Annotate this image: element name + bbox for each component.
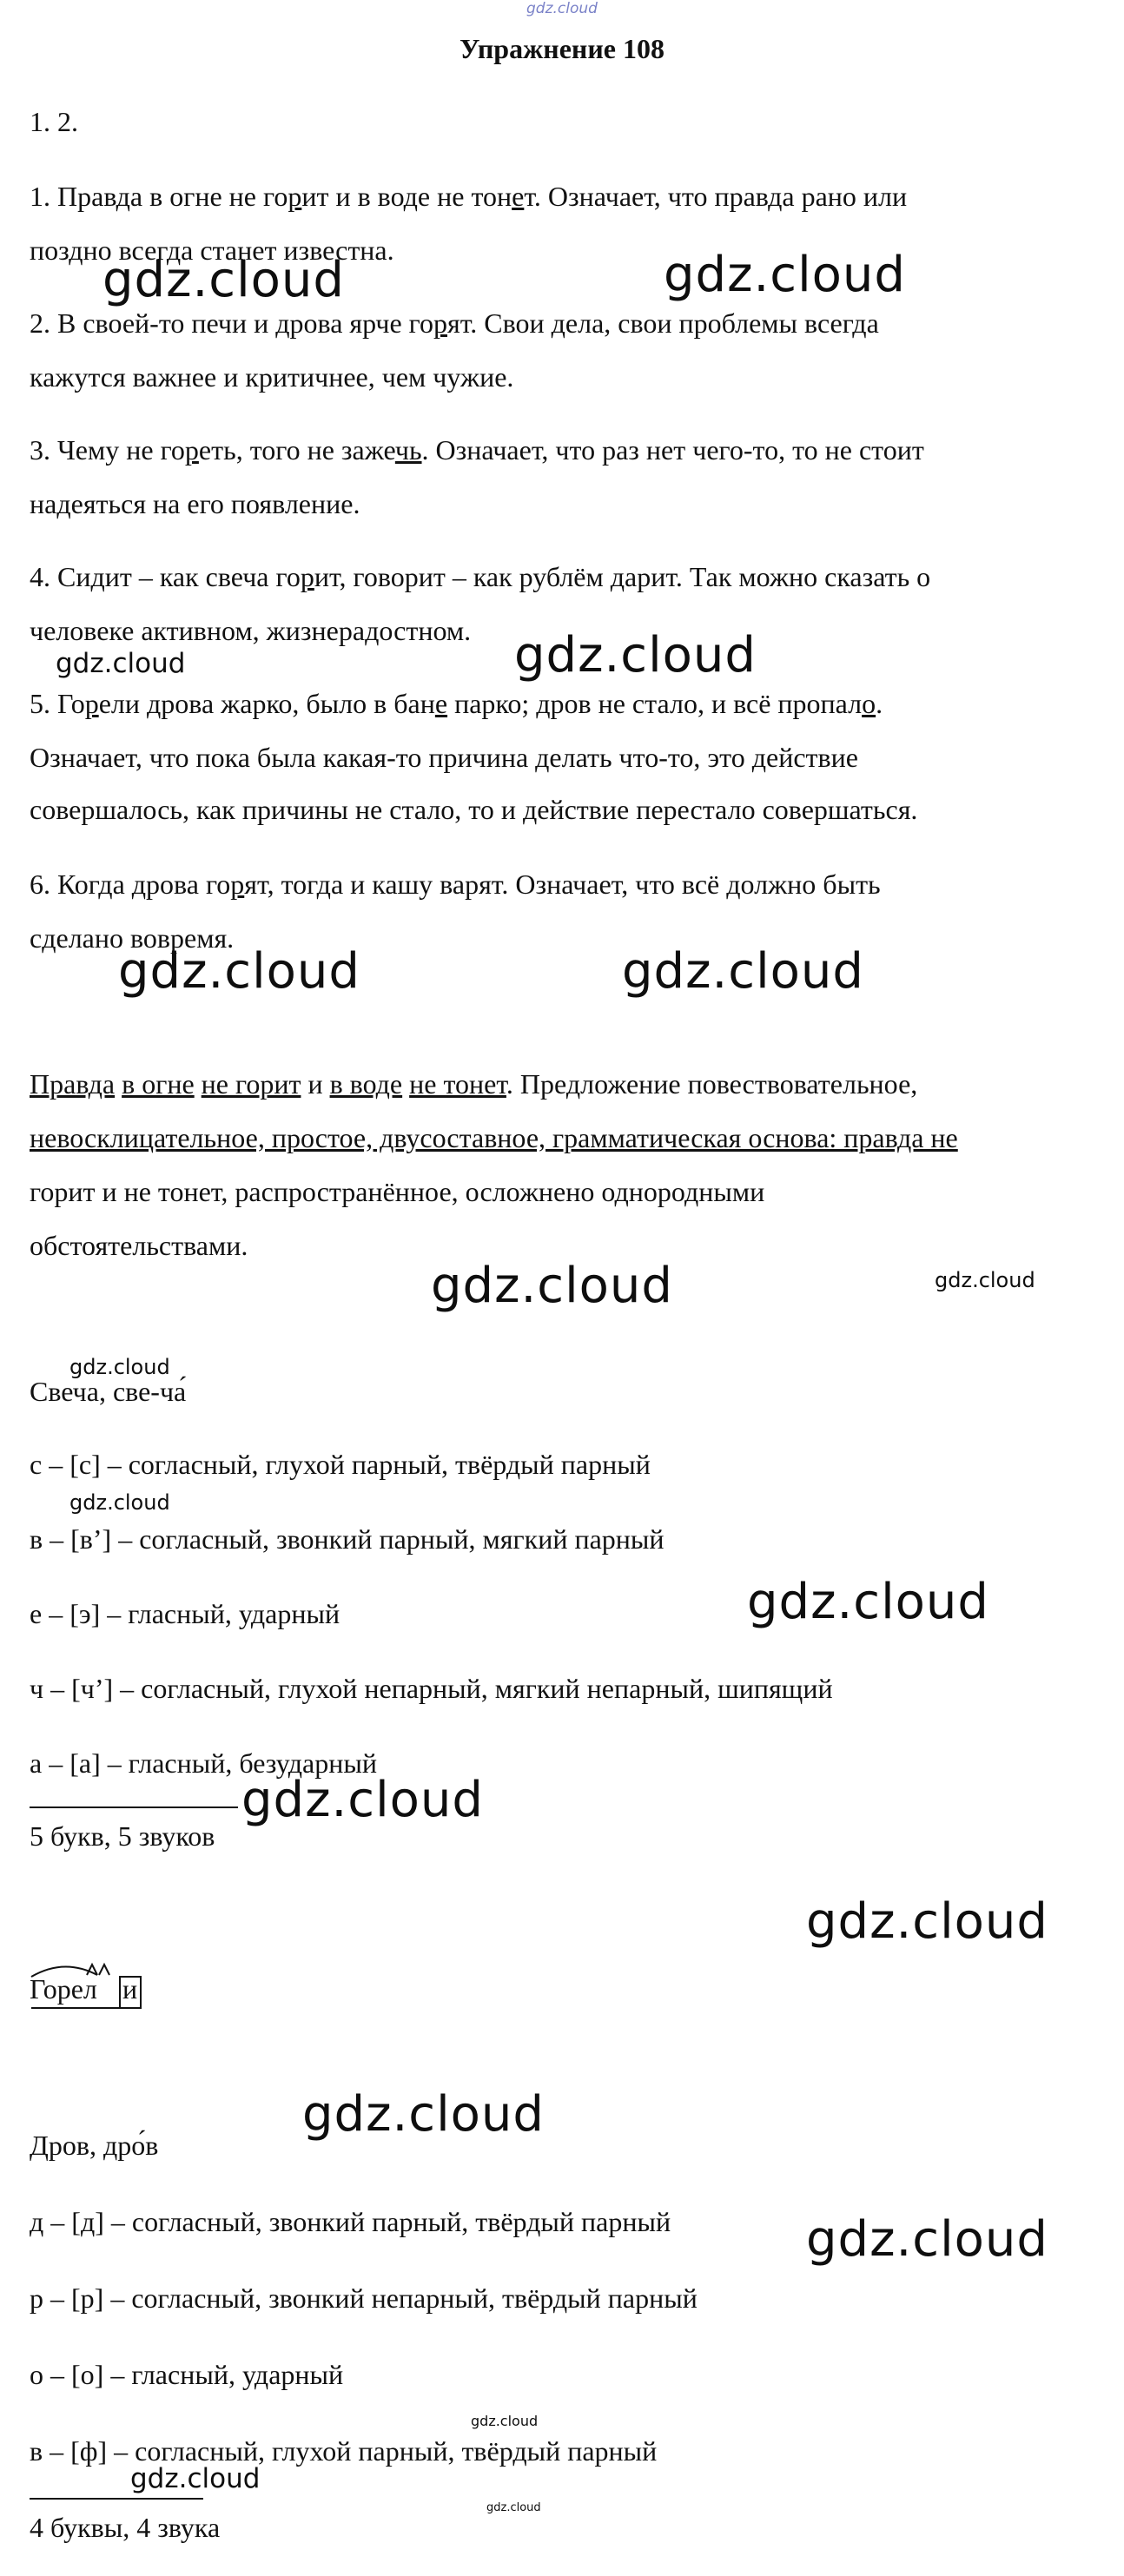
phonetic-1-row: ч – [ч’] – согласный, глухой непарный, мягкий непарный, шипящий xyxy=(30,1673,833,1704)
watermark: gdz.cloud xyxy=(69,1490,170,1515)
proverb-5-line-2: Означает, что пока была какая-то причина делать что-то, это действие xyxy=(30,742,858,773)
proverb-2-line-1: 2. В своей-то печи и дрова ярче горят. Свои дела, свои проблемы всегда xyxy=(30,307,879,339)
watermark: gdz.cloud xyxy=(935,1268,1035,1292)
analysis-line-4: обстоятельствами. xyxy=(30,1230,248,1261)
proverb-3-line-1: 3. Чему не гореть, того не зажечь. Означает, что раз нет чего-то, то не стоит xyxy=(30,434,924,466)
phonetic-1-row: с – [с] – согласный, глухой парный, твёрдый парный xyxy=(30,1449,651,1480)
watermark: gdz.cloud xyxy=(806,2211,1048,2268)
analysis-line-1: Правда в огне не горит и в воде не тонет. Предложение повествовательное, xyxy=(30,1068,918,1100)
proverb-4-line-2: человеке активном, жизнерадостном. xyxy=(30,615,472,646)
watermark: gdz.cloud xyxy=(622,943,864,1000)
phonetic-1-summary: 5 букв, 5 звуков xyxy=(30,1820,215,1852)
watermark: gdz.cloud xyxy=(664,247,906,303)
watermark: gdz.cloud xyxy=(486,2501,541,2514)
analysis-line-2: невосклицательное, простое, двусоставное, грамматическая основа: правда не xyxy=(30,1122,958,1153)
proverb-2-line-2: кажутся важнее и критичнее, чем чужие. xyxy=(30,361,514,393)
phonetic-2-row: р – [р] – согласный, звонкий непарный, твёрдый парный xyxy=(30,2282,698,2314)
phonetic-2-row: о – [о] – гласный, ударный xyxy=(30,2359,344,2390)
watermark: gdz.cloud xyxy=(431,1258,673,1314)
watermark: gdz.cloud xyxy=(806,1893,1048,1950)
watermark: gdz.cloud xyxy=(102,252,345,308)
proverb-3-line-2: надеяться на его появление. xyxy=(30,488,360,519)
proverb-1-line-1: 1. Правда в огне не горит и в воде не тонет. Означает, что правда рано или xyxy=(30,181,908,212)
watermark: gdz.cloud xyxy=(471,2413,539,2429)
divider xyxy=(30,2498,203,2500)
phonetic-1-row: а – [а] – гласный, безударный xyxy=(30,1747,377,1779)
phonetic-2-row: в – [ф] – согласный, глухой парный, твёрдый парный xyxy=(30,2435,658,2467)
morpheme-ending: и xyxy=(122,1973,138,2005)
morpheme-stem: Горел xyxy=(30,1973,97,2005)
page-title: Упражнение 108 xyxy=(459,33,664,64)
proverb-4-line-1: 4. Сидит – как свеча горит, говорит – как рублём дарит. Так можно сказать о xyxy=(30,561,931,592)
watermark: gdz.cloud xyxy=(69,1355,170,1379)
phonetic-1-heading: Свеча, све-ча́ xyxy=(30,1376,187,1407)
divider xyxy=(30,1807,238,1808)
phonetic-2-row: д – [д] – согласный, звонкий парный, твёрдый парный xyxy=(30,2206,671,2237)
watermark: gdz.cloud xyxy=(56,648,186,679)
watermark: gdz.cloud xyxy=(118,943,360,1000)
task-numbers: 1. 2. xyxy=(30,106,78,137)
phonetic-1-row: е – [э] – гласный, ударный xyxy=(30,1598,341,1629)
watermark: gdz.cloud xyxy=(241,1772,484,1828)
proverb-1-line-2: поздно всегда станет известна. xyxy=(30,234,394,266)
analysis-line-3: горит и не тонет, распространённое, осложнено однородными xyxy=(30,1176,765,1207)
watermark: gdz.cloud xyxy=(747,1574,989,1630)
phonetic-2-summary: 4 буквы, 4 звука xyxy=(30,2512,221,2543)
phonetic-2-heading: Дров, дро́в xyxy=(30,2130,159,2161)
watermark: gdz.cloud xyxy=(130,2463,261,2494)
phonetic-1-row: в – [в’] – согласный, звонкий парный, мягкий парный xyxy=(30,1523,664,1555)
watermark: gdz.cloud xyxy=(514,627,757,684)
proverb-6-line-1: 6. Когда дрова горят, тогда и кашу варят. Означает, что всё должно быть xyxy=(30,869,881,900)
source-watermark: gdz.cloud xyxy=(526,0,598,17)
proverb-5-line-3: совершалось, как причины не стало, то и действие перестало совершаться. xyxy=(30,794,918,825)
watermark: gdz.cloud xyxy=(302,2086,545,2143)
proverb-5-line-1: 5. Горели дрова жарко, было в бане парко; дров не стало, и всё пропало. xyxy=(30,688,883,719)
proverb-6-line-2: сделано вовремя. xyxy=(30,922,235,954)
